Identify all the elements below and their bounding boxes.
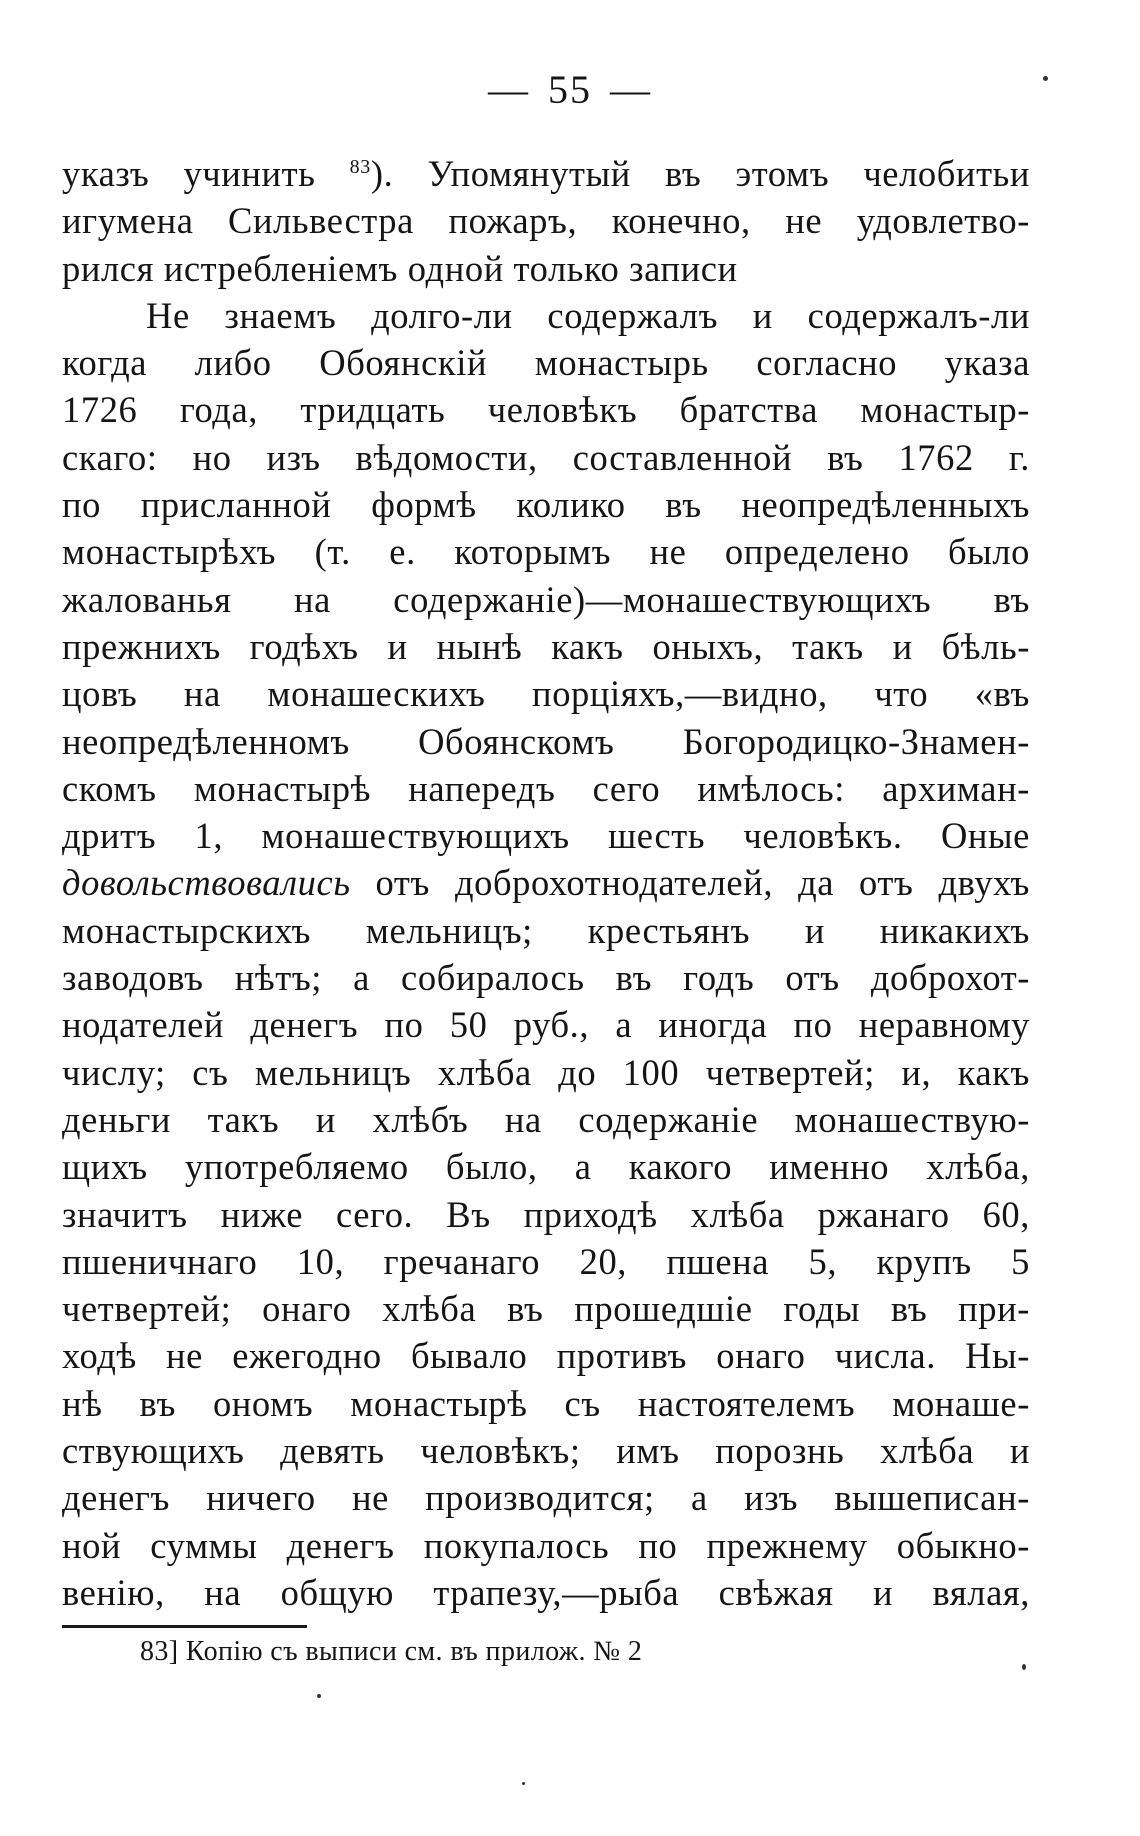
text-line: нодателей денегъ по 50 руб., а иногда по неравному	[62, 1004, 1030, 1046]
text-line: 1726 года, тридцать человѣкъ братства монастыр-	[62, 389, 1030, 431]
text-line: скомъ монастырѣ напередъ сего имѣлось: архиман-	[62, 767, 1030, 809]
scan-speck	[317, 1694, 321, 1698]
text-line: нѣ въ ономъ монастырѣ съ настоятелемъ монаше-	[62, 1382, 1030, 1424]
text-line: довольствовались отъ доброхотнодателей, да отъ двухъ	[62, 862, 1030, 904]
text-line: пшеничнаго 10, гречанаго 20, пшена 5, крупъ 5	[62, 1240, 1030, 1282]
footnote: 83] Копiю съ выписи см. въ прилож. № 2	[140, 1636, 643, 1667]
text-line: ствующихъ девять человѣкъ; имъ порознь хлѣба и	[62, 1430, 1030, 1472]
text-line: неопредѣленномъ Обоянскомъ Богородицко-Знамен-	[62, 720, 1030, 762]
page-number-value: 55	[548, 67, 592, 112]
text-line: прежнихъ годѣхъ и нынѣ какъ оныхъ, такъ и бѣль-	[62, 625, 1030, 667]
scan-speck	[1043, 76, 1048, 81]
text-line: скаго: но изъ вѣдомости, составленной въ 1762 г.	[62, 436, 1030, 478]
text-line: венiю, на общую трапезу,—рыба свѣжая и вялая,	[62, 1571, 1030, 1613]
text-line: указъ учинить $^{83}$). Упомянутый въ этомъ челобитьи	[62, 153, 1030, 194]
text-line: четвертей; онаго хлѣба въ прошедшiе годы въ при-	[62, 1288, 1030, 1330]
text-line: заводовъ нѣтъ; а собиралось въ годъ отъ доброхот-	[62, 957, 1030, 999]
page-number	[0, 66, 1140, 113]
main-text	[62, 150, 1030, 1616]
text-line: монастырѣхъ (т. е. которымъ не определено было	[62, 531, 1030, 573]
text-line: цовъ на монашескихъ порцiяхъ,—видно, что «въ	[62, 673, 1030, 715]
paragraph-start-line: Не знаемъ долго-ли содержалъ и содержалъ-ли	[146, 294, 1030, 336]
footnote-reference[interactable]: 83	[349, 156, 371, 178]
text-line: жалованья на содержанiе)—монашествующихъ въ	[62, 578, 1030, 620]
text-line: дритъ 1, монашествующихъ шесть человѣкъ. Оные	[62, 815, 1030, 857]
footnote-divider	[62, 1625, 307, 1628]
text-line: игумена Сильвестра пожаръ, конечно, не удовлетво-	[62, 200, 1030, 242]
text-line: денегъ ничего не производится; а изъ вышеписан-	[62, 1477, 1030, 1519]
italic-word: довольствовались	[62, 862, 351, 904]
text-line: числу; съ мельницъ хлѣба до 100 четвертей; и, какъ	[62, 1051, 1030, 1093]
text-line: деньги такъ и хлѣбъ на содержанiе монашествую-	[62, 1098, 1030, 1140]
scan-speck	[522, 1782, 525, 1785]
page-number-dash-left: —	[488, 67, 530, 112]
page-number-dash-right: —	[610, 67, 652, 112]
text-line: ной суммы денегъ покупалось по прежнему обыкно-	[62, 1524, 1030, 1566]
text-line: значитъ ниже сего. Въ приходѣ хлѣба ржанаго 60,	[62, 1193, 1030, 1235]
text-line: рился истребленiемъ одной только записи	[62, 247, 738, 289]
text-line: ходѣ не ежегодно бывало противъ онаго числа. Ны-	[62, 1335, 1030, 1377]
text-line: щихъ употребляемо было, а какого именно хлѣба,	[62, 1146, 1030, 1188]
text-line: когда либо Обоянскiй монастырь согласно указа	[62, 342, 1030, 384]
text-line: монастырскихъ мельницъ; крестьянъ и никакихъ	[62, 909, 1030, 951]
scan-speck	[1022, 1664, 1026, 1670]
text-line: по присланной формѣ колико въ неопредѣленныхъ	[62, 484, 1030, 526]
